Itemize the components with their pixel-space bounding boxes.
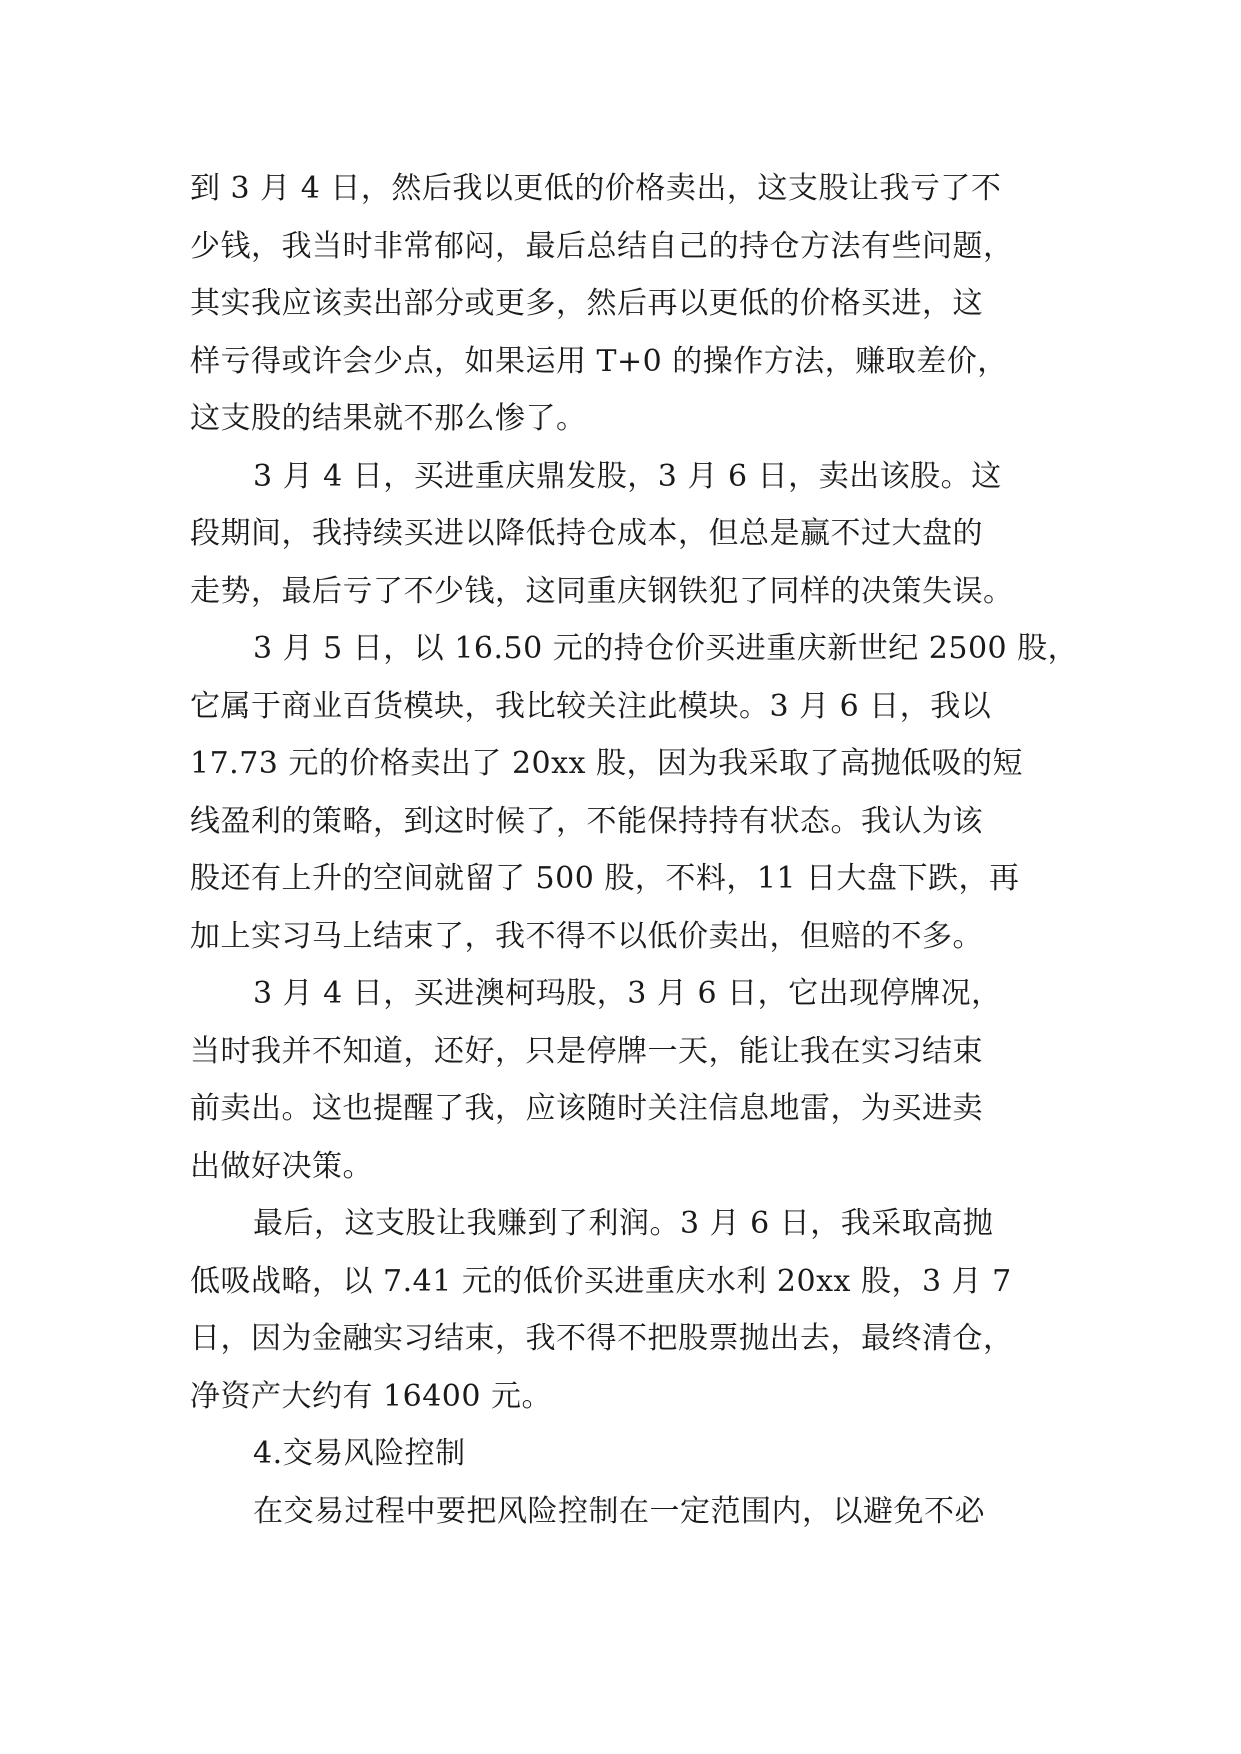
paragraph-first-line: 3 月 4 日，买进重庆鼎发股，3 月 6 日，卖出该股。这 (253, 458, 1002, 494)
text-line: 段期间，我持续买进以降低持仓成本，但总是赢不过大盘的 (190, 516, 983, 551)
text-line: 17.73 元的价格卖出了 20xx 股，因为我采取了高抛低吸的短 (190, 746, 1024, 781)
text-line: 少钱，我当时非常郁闷，最后总结自己的持仓方法有些问题， (190, 228, 1014, 264)
section-heading: 4.交易风险控制 (253, 1436, 466, 1471)
paragraph-first-line: 3 月 5 日，以 16.50 元的持仓价买进重庆新世纪 2500 股， (253, 631, 1079, 666)
paragraph-first-line: 3 月 4 日，买进澳柯玛股，3 月 6 日，它出现停牌况， (253, 976, 1002, 1011)
text-line: 前卖出。这也提醒了我，应该随时关注信息地雷，为买进卖 (190, 1091, 983, 1126)
document-body (190, 160, 1079, 1540)
text-line: 到 3 月 4 日，然后我以更低的价格卖出，这支股让我亏了不 (190, 171, 1002, 206)
text-line: 净资产大约有 16400 元。 (190, 1378, 553, 1414)
text-line: 线盈利的策略，到这时候了，不能保持持有状态。我认为该 (190, 803, 983, 839)
text-line: 出做好决策。 (190, 1148, 373, 1184)
text-line: 股还有上升的空间就留了 500 股，不料，11 日大盘下跌，再 (190, 861, 1020, 896)
text-line: 日，因为金融实习结束，我不得不把股票抛出去，最终清仓， (190, 1321, 1014, 1356)
text-line: 它属于商业百货模块，我比较关注此模块。3 月 6 日，我以 (190, 688, 992, 724)
text-line: 低吸战略，以 7.41 元的低价买进重庆水利 20xx 股，3 月 7 (190, 1263, 1012, 1299)
text-line: 其实我应该卖出部分或更多，然后再以更低的价格买进，这 (190, 286, 983, 321)
text-line: 这支股的结果就不那么惨了。 (190, 401, 587, 436)
text-line: 走势，最后亏了不少钱，这同重庆钢铁犯了同样的决策失误。 (190, 573, 1014, 609)
text-line: 样亏得或许会少点，如果运用 T+0 的操作方法，赚取差价， (190, 343, 1008, 379)
paragraph-first-line: 在交易过程中要把风险控制在一定范围内，以避免不必 (253, 1493, 985, 1529)
text-line: 当时我并不知道，还好，只是停牌一天，能让我在实习结束 (190, 1033, 983, 1069)
paragraph-first-line: 最后，这支股让我赚到了利润。3 月 6 日，我采取高抛 (253, 1206, 994, 1241)
text-line: 加上实习马上结束了，我不得不以低价卖出，但赔的不多。 (190, 918, 983, 954)
